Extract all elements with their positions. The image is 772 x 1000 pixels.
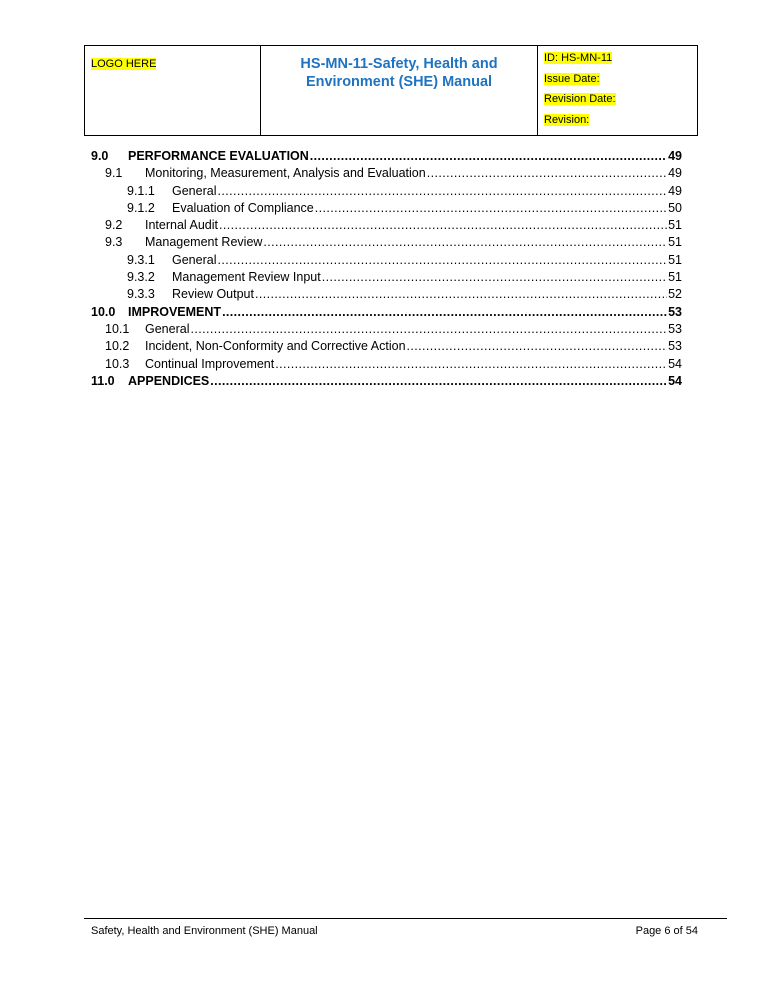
toc-entry-page: 49: [668, 183, 682, 198]
toc-entry-title: IMPROVEMENT: [128, 304, 222, 319]
toc-entry-page: 53: [668, 321, 682, 336]
toc-entry-number: 10.3: [105, 356, 130, 371]
toc-entry-title: General: [145, 321, 190, 336]
toc-dot-leader: [322, 270, 667, 284]
toc-entry[interactable]: [84, 357, 682, 374]
toc-entry[interactable]: [84, 270, 682, 287]
toc-entry-number: 10.1: [105, 321, 130, 336]
toc-entry[interactable]: [84, 374, 682, 391]
toc-dot-leader: [255, 287, 667, 301]
toc-dot-leader: [427, 166, 667, 180]
toc-entry-title: Incident, Non-Conformity and Corrective Action: [145, 339, 406, 354]
toc-dot-leader: [222, 305, 667, 319]
toc-entry-title: APPENDICES: [128, 373, 210, 388]
toc-entry[interactable]: [84, 218, 682, 235]
toc-entry-number: 9.1.2: [127, 200, 155, 215]
toc-entry-number: 9.0: [91, 149, 109, 163]
toc-dot-leader: [407, 339, 668, 353]
toc-entry-number: 11.0: [91, 373, 115, 388]
toc-entry-page: 54: [668, 356, 682, 371]
toc-entry-title: Continual Improvement: [145, 356, 275, 371]
toc-entry-page: 51: [668, 235, 682, 250]
toc-entry-number: 9.3: [105, 235, 123, 250]
toc-entry-page: 51: [668, 252, 682, 267]
title-line-2: Environment (SHE) Manual: [305, 74, 493, 90]
toc-dot-leader: [263, 235, 667, 249]
logo-cell: [85, 46, 261, 135]
toc-entry[interactable]: [84, 339, 682, 356]
toc-entry-number: 9.2: [105, 218, 123, 233]
toc-dot-leader: [210, 374, 667, 388]
document-header-table: [84, 45, 698, 136]
table-of-contents: [84, 149, 682, 391]
toc-dot-leader: [190, 322, 667, 336]
toc-entry-page: 53: [668, 304, 682, 319]
toc-entry-number: 9.3.3: [127, 287, 155, 302]
toc-entry[interactable]: [84, 235, 682, 252]
logo-placeholder: LOGO HERE: [91, 58, 157, 70]
toc-entry[interactable]: [84, 201, 682, 218]
toc-entry-title: Evaluation of Compliance: [172, 200, 314, 215]
footer-page-number: Page 6 of 54: [635, 925, 698, 937]
toc-entry-page: 51: [668, 270, 682, 285]
toc-dot-leader: [275, 357, 667, 371]
toc-dot-leader: [217, 253, 667, 267]
toc-dot-leader: [310, 149, 667, 163]
revision-date: Revision Date:: [544, 93, 616, 105]
toc-entry-page: 51: [668, 218, 682, 233]
toc-dot-leader: [315, 201, 667, 215]
toc-entry-title: Review Output: [172, 287, 254, 302]
toc-entry-number: 9.1: [105, 166, 123, 181]
toc-dot-leader: [217, 184, 667, 198]
toc-entry-title: Internal Audit: [145, 218, 218, 233]
toc-entry-page: 54: [668, 373, 682, 388]
document-title: [261, 46, 538, 135]
toc-entry-title: Management Review: [145, 235, 263, 250]
toc-entry-number: 9.3.2: [127, 270, 155, 285]
toc-entry-page: 52: [668, 287, 682, 302]
document-id: ID: HS-MN-11: [544, 52, 613, 64]
toc-entry-title: General: [172, 252, 217, 267]
toc-entry-page: 53: [668, 339, 682, 354]
footer-document-name: Safety, Health and Environment (SHE) Manual: [91, 925, 318, 937]
toc-entry-title: Monitoring, Measurement, Analysis and Evaluation: [145, 166, 426, 181]
toc-dot-leader: [219, 218, 667, 232]
toc-entry-title: PERFORMANCE EVALUATION: [128, 149, 309, 163]
toc-entry-title: Management Review Input: [172, 270, 321, 285]
toc-entry[interactable]: [84, 287, 682, 304]
toc-entry-page: 49: [668, 149, 682, 163]
toc-entry-number: 10.2: [105, 339, 130, 354]
toc-entry-number: 10.0: [91, 304, 116, 319]
title-line-1: HS-MN-11-Safety, Health and: [300, 56, 498, 72]
toc-entry[interactable]: [84, 322, 682, 339]
toc-entry[interactable]: [84, 166, 682, 183]
revision: Revision:: [544, 113, 590, 126]
toc-entry-number: 9.3.1: [127, 252, 155, 267]
toc-entry-page: 50: [668, 200, 682, 215]
toc-entry-title: General: [172, 183, 217, 198]
footer-divider: [84, 918, 727, 919]
toc-entry-number: 9.1.1: [127, 183, 155, 198]
document-meta-cell: [538, 46, 697, 135]
toc-entry[interactable]: [84, 305, 682, 322]
toc-entry-page: 49: [668, 166, 682, 181]
toc-entry[interactable]: [84, 184, 682, 201]
toc-entry[interactable]: [84, 253, 682, 270]
toc-entry[interactable]: [84, 149, 682, 166]
issue-date: Issue Date:: [544, 72, 600, 85]
